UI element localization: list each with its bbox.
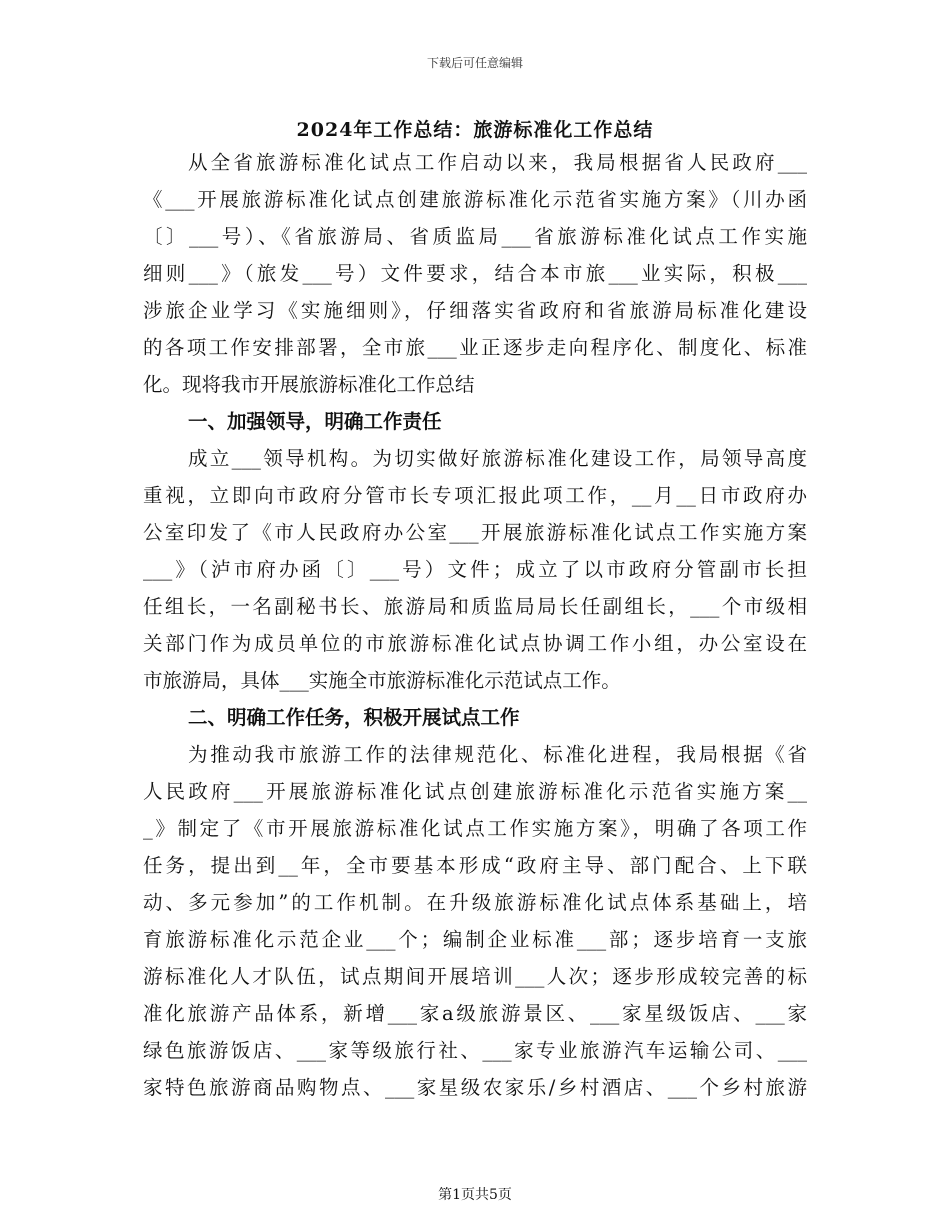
paragraph-line: 关部门作为成员单位的市旅游标准化试点协调工作小组，办公室设在	[143, 632, 807, 655]
paragraph-line: 游标准化人才队伍，试点期间开展培训___人次；逐步形成较完善的标	[143, 965, 807, 988]
paragraph-line: 《___开展旅游标准化试点创建旅游标准化示范省实施方案》（川办函	[143, 188, 807, 211]
paragraph-line: 细则___》（旅发___号）文件要求，结合本市旅___业实际，积极___	[143, 262, 807, 285]
paragraph-line: 任组长，一名副秘书长、旅游局和质监局局长任副组长，___个市级相	[143, 595, 807, 618]
page-number-footer: 第1页共5页	[438, 1187, 512, 1203]
paragraph-line: 育旅游标准化示范企业___个；编制企业标准___部；逐步培育一支旅	[143, 928, 807, 951]
paragraph-line: 〔〕___号）、《省旅游局、省质监局___省旅游标准化试点工作实施	[143, 225, 807, 248]
paragraph-line: 动、多元参加”的工作机制。在升级旅游标准化试点体系基础上，培	[143, 891, 807, 914]
paragraph-line: 从全省旅游标准化试点工作启动以来，我局根据省人民政府___	[188, 151, 807, 174]
page-header-note: 下载后可任意编辑	[426, 56, 523, 70]
paragraph-line: 公室印发了《市人民政府办公室___开展旅游标准化试点工作实施方案	[143, 521, 807, 544]
paragraph-line: 涉旅企业学习《实施细则》，仔细落实省政府和省旅游局标准化建设	[143, 299, 807, 322]
paragraph-line: ___》（泸市府办函〔〕___号）文件；成立了以市政府分管副市长担	[143, 558, 807, 581]
paragraph-line: 绿色旅游饭店、___家等级旅行社、___家专业旅游汽车运输公司、___	[143, 1039, 807, 1062]
paragraph-line: 成立___领导机构。为切实做好旅游标准化建设工作，局领导高度	[188, 447, 807, 470]
paragraph-line: 化。现将我市开展旅游标准化工作总结	[143, 373, 475, 396]
paragraph-line: 准化旅游产品体系，新增___家a级旅游景区、___家星级饭店、___家	[143, 1002, 807, 1025]
paragraph-line: 家特色旅游商品购物点、___家星级农家乐/乡村酒店、___个乡村旅游	[143, 1076, 807, 1099]
section-heading-2: 二、明确工作任务，积极开展试点工作	[188, 706, 520, 729]
paragraph-line: 为推动我市旅游工作的法律规范化、标准化进程，我局根据《省	[188, 743, 807, 766]
paragraph-line: 市旅游局，具体___实施全市旅游标准化示范试点工作。	[143, 669, 621, 692]
paragraph-line: 的各项工作安排部署，全市旅___业正逐步走向程序化、制度化、标准	[143, 336, 807, 359]
paragraph-line: 任务，提出到__年，全市要基本形成“政府主导、部门配合、上下联	[143, 854, 807, 877]
document-title: 2024年工作总结：旅游标准化工作总结	[296, 119, 654, 141]
paragraph-line: 重视，立即向市政府分管市长专项汇报此项工作，__月__日市政府办	[143, 484, 807, 507]
paragraph-line: 人民政府___开展旅游标准化试点创建旅游标准化示范省实施方案__	[143, 780, 807, 803]
paragraph-line: _》制定了《市开展旅游标准化试点工作实施方案》，明确了各项工作	[143, 817, 807, 840]
section-heading-1: 一、加强领导，明确工作责任	[188, 410, 442, 433]
